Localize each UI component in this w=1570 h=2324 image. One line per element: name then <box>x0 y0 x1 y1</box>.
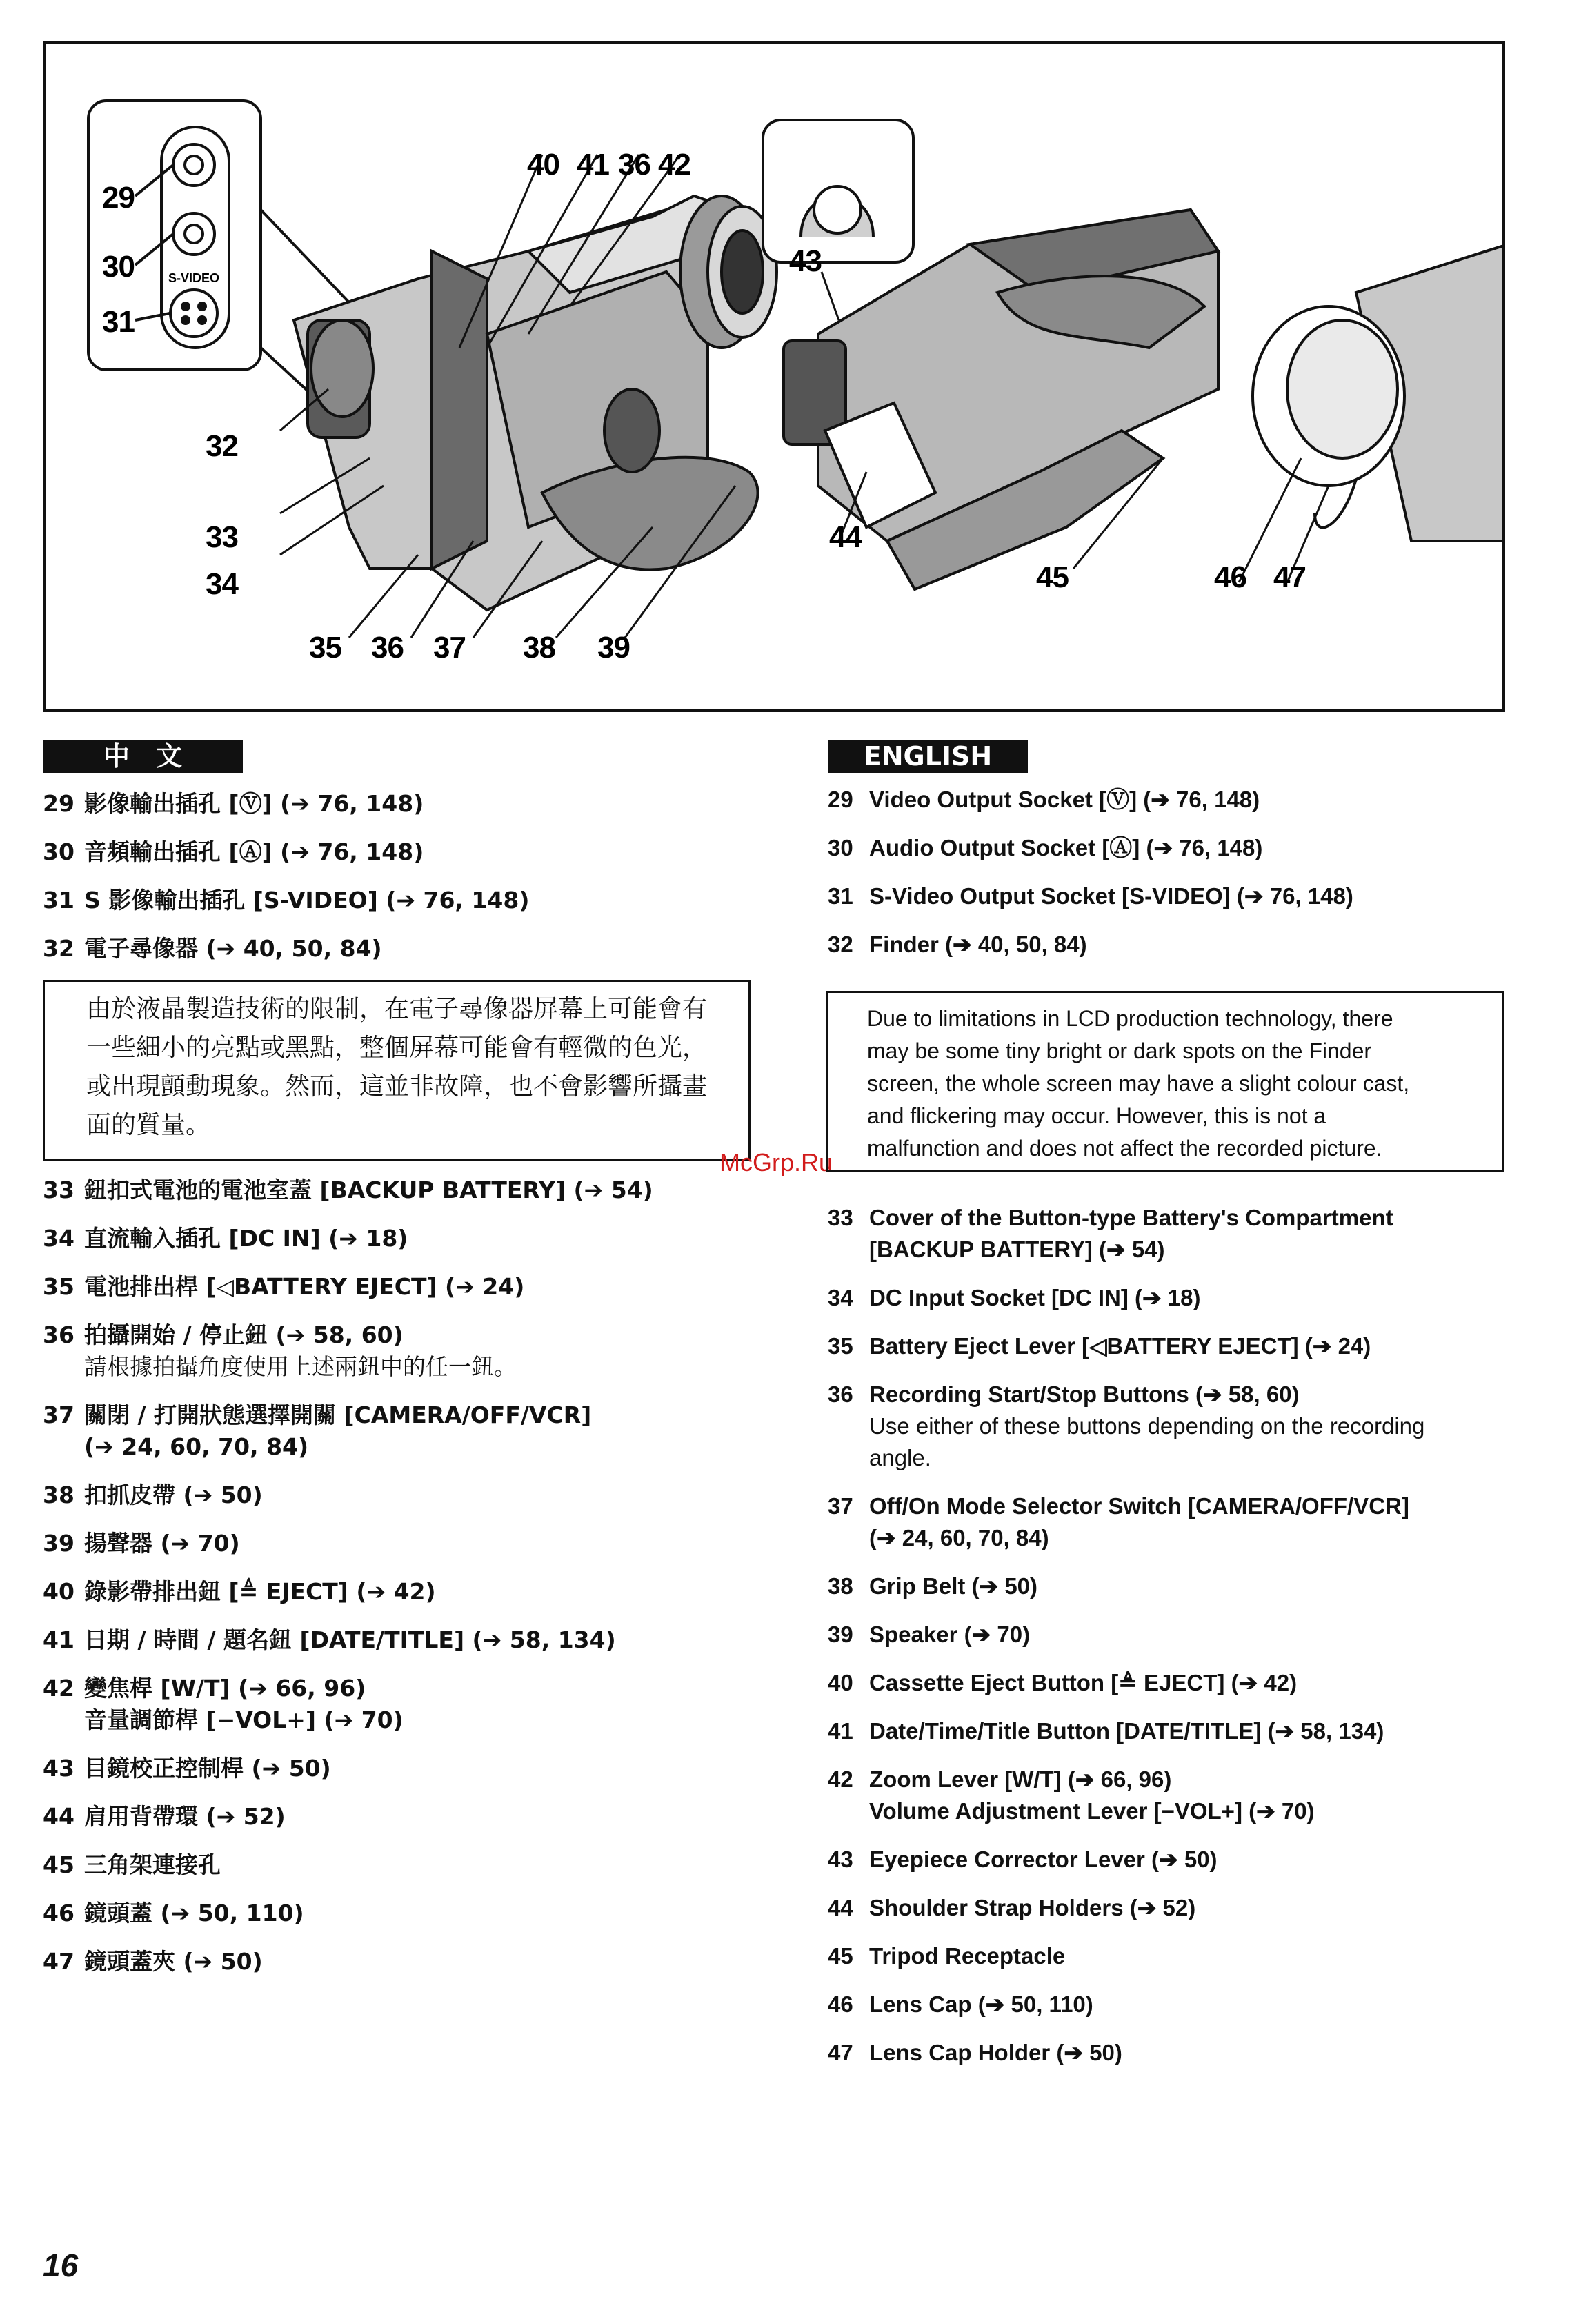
callout-40: 40 <box>527 148 559 181</box>
callout-32: 32 <box>206 429 238 463</box>
list-item: 30 音頻輸出插孔 [Ⓐ] (➔ 76, 148) <box>43 838 424 865</box>
list-item: 37 關閉 / 打開狀態選擇開關 [CAMERA/OFF/VCR] (➔ 24, 60, 70, 84) <box>43 1401 592 1460</box>
chinese-section-header: 中 文 <box>43 740 243 773</box>
english-finder-note: Due to limitations in LCD production technology, there may be some tiny bright or dark spots on the Finder screen, the whole screen may have a slight colour cast, and flickering may occur. However, this is not a malfunction and does not affect the recorded picture. <box>826 991 1504 1172</box>
list-item: 40 錄影帶排出鈕 [≜ EJECT] (➔ 42) <box>43 1578 436 1605</box>
list-item: 46 鏡頭蓋 (➔ 50, 110) <box>43 1900 304 1927</box>
callout-42: 42 <box>658 148 690 181</box>
list-item: 39 Speaker (➔ 70) <box>828 1622 1031 1647</box>
list-item: 31 S 影像輸出插孔 [S-VIDEO] (➔ 76, 148) <box>43 887 530 914</box>
list-item: 47 鏡頭蓋夾 (➔ 50) <box>43 1948 263 1975</box>
list-item: 36 拍攝開始 / 停止鈕 (➔ 58, 60) 請根據拍攝角度使用上述兩鈕中的任一鈕。 <box>43 1321 517 1380</box>
english-parts-list-lower <box>828 1202 1518 2069</box>
callout-44: 44 <box>829 520 862 554</box>
list-item: 41 日期 / 時間 / 題名鈕 [DATE/TITLE] (➔ 58, 134) <box>43 1626 616 1653</box>
list-item: 34 DC Input Socket [DC IN] (➔ 18) <box>828 1285 1201 1310</box>
list-item: 36 Recording Start/Stop Buttons (➔ 58, 60) Use either of these buttons depending on the recording angle. <box>828 1381 1425 1470</box>
list-item: 46 Lens Cap (➔ 50, 110) <box>828 1991 1093 2017</box>
middle-camcorder <box>763 120 1218 589</box>
callout-46: 46 <box>1214 560 1246 594</box>
callout-37: 37 <box>433 631 466 664</box>
left-camcorder <box>294 196 777 610</box>
callout-35: 35 <box>309 631 341 664</box>
list-item: 33 鈕扣式電池的電池室蓋 [BACKUP BATTERY] (➔ 54) <box>43 1176 653 1203</box>
list-item: 30 Audio Output Socket [Ⓐ] (➔ 76, 148) <box>828 835 1263 860</box>
list-item: 42 Zoom Lever [W/T] (➔ 66, 96) Volume Adjustment Lever [−VOL+] (➔ 70) <box>828 1766 1315 1824</box>
callout-34: 34 <box>206 567 238 601</box>
list-item: 34 直流輸入插孔 [DC IN] (➔ 18) <box>43 1225 408 1252</box>
chinese-parts-list-upper <box>43 788 774 965</box>
list-item: 44 肩用背帶環 (➔ 52) <box>43 1803 286 1830</box>
camcorder-illustration <box>46 44 1502 709</box>
list-item: 32 電子尋像器 (➔ 40, 50, 84) <box>43 935 382 962</box>
list-item: 38 Grip Belt (➔ 50) <box>828 1573 1038 1599</box>
watermark: McGrp.Ru <box>719 1148 833 1176</box>
callout-38: 38 <box>523 631 555 664</box>
callout-31: 31 <box>102 305 135 339</box>
callout-29: 29 <box>102 181 135 215</box>
list-item: 33 Cover of the Button-type Battery's Compartment [BACKUP BATTERY] (➔ 54) <box>828 1205 1393 1262</box>
list-item: 43 Eyepiece Corrector Lever (➔ 50) <box>828 1847 1218 1872</box>
list-item: 38 扣抓皮帶 (➔ 50) <box>43 1481 263 1508</box>
page-number: 16 <box>43 2247 79 2283</box>
callout-36-top: 36 <box>618 148 650 181</box>
callout-45: 45 <box>1036 560 1069 594</box>
list-item: 43 目鏡校正控制桿 (➔ 50) <box>43 1755 331 1782</box>
list-item: 40 Cassette Eject Button [≜ EJECT] (➔ 42) <box>828 1670 1298 1695</box>
jack-svideo-label: S-VIDEO <box>168 271 220 285</box>
list-item: 32 Finder (➔ 40, 50, 84) <box>828 932 1087 957</box>
list-item: 35 Battery Eject Lever [◁BATTERY EJECT] (➔ 24) <box>828 1333 1371 1359</box>
callout-30: 30 <box>102 250 135 284</box>
callout-36: 36 <box>371 631 404 664</box>
list-item: 29 影像輸出插孔 [Ⓥ] (➔ 76, 148) <box>43 790 424 817</box>
callout-33: 33 <box>206 520 238 554</box>
chinese-parts-list-lower <box>43 1174 774 1978</box>
list-item: 31 S-Video Output Socket [S-VIDEO] (➔ 76, 148) <box>828 883 1353 909</box>
right-lens-view <box>1253 244 1502 541</box>
list-item: 45 三角架連接孔 <box>43 1851 221 1878</box>
english-section-header: ENGLISH <box>828 740 1028 773</box>
list-item: 47 Lens Cap Holder (➔ 50) <box>828 2040 1122 2065</box>
list-item: 44 Shoulder Strap Holders (➔ 52) <box>828 1895 1196 1920</box>
callout-43: 43 <box>789 244 822 278</box>
list-item: 29 Video Output Socket [Ⓥ] (➔ 76, 148) <box>828 787 1260 812</box>
list-item: 41 Date/Time/Title Button [DATE/TITLE] (➔ 58, 134) <box>828 1718 1384 1744</box>
list-item: 35 電池排出桿 [◁BATTERY EJECT] (➔ 24) <box>43 1273 525 1300</box>
camcorder-figure <box>43 41 1505 712</box>
list-item: 45 Tripod Receptacle <box>828 1943 1066 1969</box>
callout-47: 47 <box>1273 560 1306 594</box>
list-item: 42 變焦桿 [W/T] (➔ 66, 96) 音量調節桿 [−VOL+] (➔ 70) <box>43 1675 404 1733</box>
list-item: 39 揚聲器 (➔ 70) <box>43 1530 240 1557</box>
list-item: 37 Off/On Mode Selector Switch [CAMERA/OFF/VCR] (➔ 24, 60, 70, 84) <box>828 1493 1409 1550</box>
callout-41: 41 <box>577 148 609 181</box>
callout-39: 39 <box>597 631 630 664</box>
chinese-finder-note: 由於液晶製造技術的限制，在電子尋像器屏幕上可能會有 一些細小的亮點或黑點，整個屏幕可能會有輕微的色光， 或出現顫動現象。然而，這並非故障，也不會影響所攝畫 面的質量。 <box>43 980 751 1161</box>
english-parts-list-upper <box>828 784 1518 961</box>
